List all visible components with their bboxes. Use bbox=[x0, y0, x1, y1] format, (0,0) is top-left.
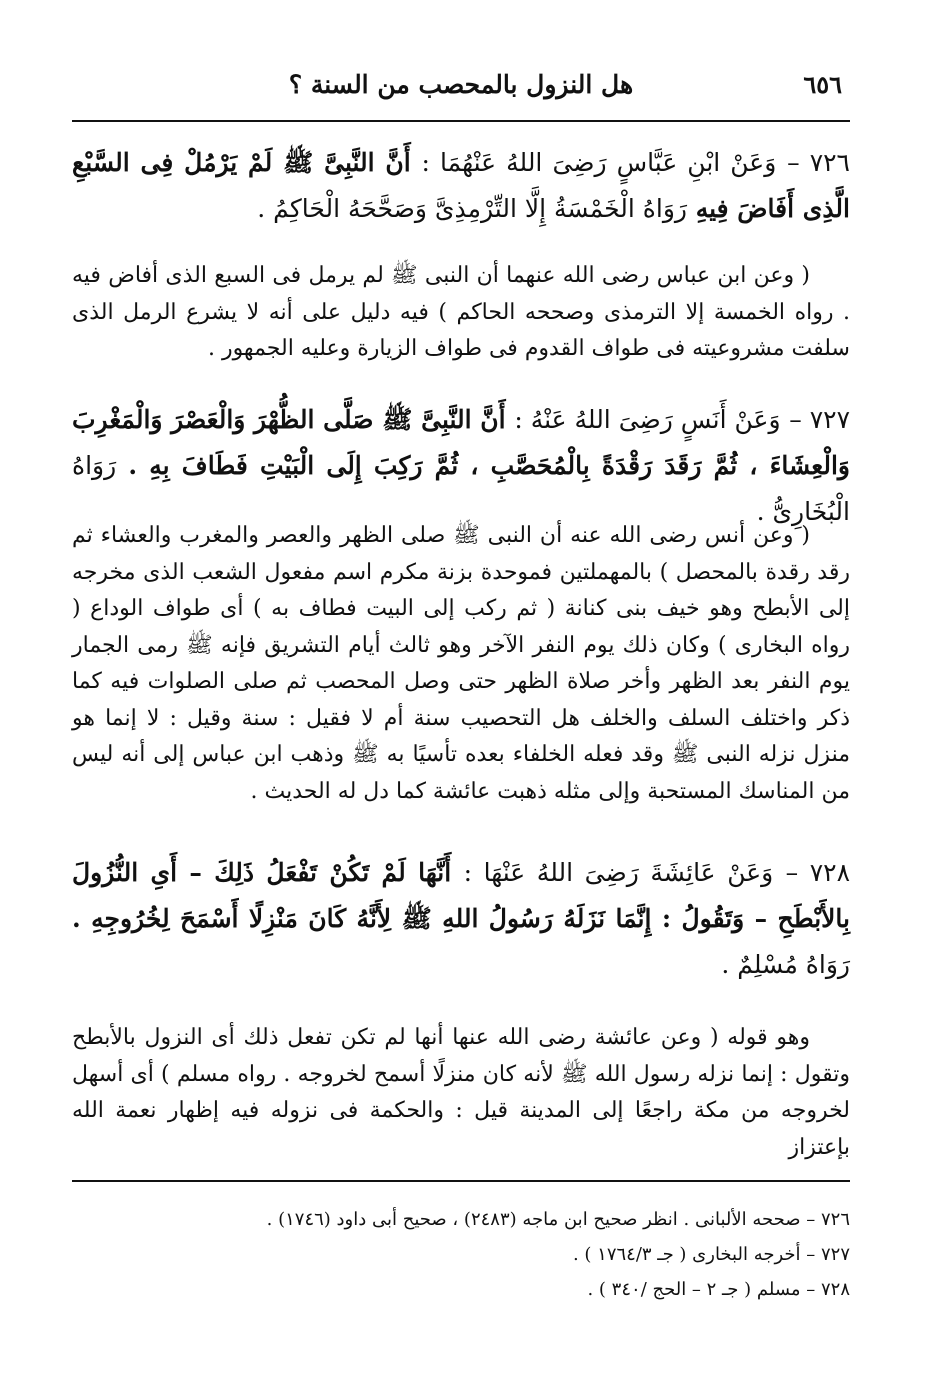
footnote-rule bbox=[72, 1180, 850, 1182]
footnote-728: ٧٢٨ – مسلم ( جـ ٢ – الحج /٣٤٠ ) . bbox=[587, 1279, 850, 1300]
hadith-text: أَنَّهَا لَمْ تَكُنْ تَفْعَلُ ذَلِكَ – أَىِ النُّزُولَ بِالأَبْطَحِ – وَتَقُولُ : إِنَّمَا نَزَلَهُ رَسُولُ اللهِ ﷺ لِأَنَّهُ كَانَ مَنْزِلًا أَسْمَحَ لِخُرُوجِهِ . bbox=[72, 858, 850, 933]
document-page bbox=[72, 50, 850, 1350]
hadith-number: ٧٢٦ – bbox=[787, 148, 850, 177]
hadith-728 bbox=[72, 850, 850, 988]
footnotes bbox=[72, 1202, 850, 1307]
hadith-text: أَنَّ النَّبِىَّ ﷺ صَلَّى الظُّهْرَ وَالْعَصْرَ وَالْمَغْرِبَ وَالْعِشَاءَ ، ثُمَّ رَقَدَ رَقْدَةً بِالْمُحَصَّبِ ، ثُمَّ رَكِبَ إِلَى الْبَيْتِ فَطَافَ بِهِ . bbox=[72, 405, 850, 480]
hadith-726 bbox=[72, 140, 850, 232]
commentary-727: ( وعن أنس رضى الله عنه أن النبى ﷺ صلى الظهر والعصر والمغرب والعشاء ثم رقد رقدة بالمحصل ) بالمهملتين فموحدة بزنة مكرم اسم مفعول الشعب الذى مخرجه إلى الأبطح وهو خيف بنى كنانة ( ثم ركب إلى البيت فطاف به ) أى طواف الوداع ( رواه البخارى ) وكان ذلك يوم النفر الآخر وهو ثالث أيام التشريق فإنه ﷺ رمى الجمار يوم النفر بعد الظهر وأخر صلاة الظهر حتى وصل المحصب ثم صلى الصلوات فيه كما ذكر واختلف السلف والخلف هل التحصيب سنة أم لا فقيل : سنة وقيل : لا إنما هو منزل نزله النبى ﷺ وقد فعله الخلفاء بعده تأسيًا به ﷺ وذهب ابن عباس إلى أنه ليس من المناسك المستحبة وإلى مثله ذهبت عائشة كما دل له الحديث . bbox=[72, 523, 850, 804]
hadith-narration: رَوَاهُ مُسْلِمٌ . bbox=[721, 950, 850, 979]
running-title: هل النزول بالمحصب من السنة ؟ bbox=[288, 70, 634, 99]
hadith-727 bbox=[72, 397, 850, 535]
hadith-narration: رَوَاهُ الْبُخَارِىُّ . bbox=[72, 451, 850, 526]
hadith-text: أَنَّ النَّبِىَّ ﷺ لَمْ يَرْمُلْ فِى السَّبْعِ الَّذِى أَفَاضَ فِيهِ bbox=[72, 148, 850, 223]
footnote-727: ٧٢٧ – أخرجه البخارى ( جـ ١٧٦٤/٣ ) . bbox=[572, 1244, 850, 1265]
hadith-intro: وَعَنْ ابْنِ عَبَّاسٍ رَضِىَ اللهُ عَنْهُمَا : bbox=[421, 148, 777, 177]
header-rule bbox=[72, 120, 850, 122]
hadith-intro: وَعَنْ عَائِشَةَ رَضِىَ اللهُ عَنْهَا : bbox=[463, 858, 774, 887]
hadith-narration: رَوَاهُ الْخَمْسَةُ إِلَّا التِّرْمِذِىَّ وَصَحَّحَهُ الْحَاكِمُ . bbox=[257, 194, 687, 223]
hadith-intro: وَعَنْ أَنَسٍ رَضِىَ اللهُ عَنْهُ : bbox=[514, 405, 781, 434]
footnote-726: ٧٢٦ – صححه الألبانى . انظر صحيح ابن ماجه (٢٤٨٣) ، صحيح أبى داود (١٧٤٦) . bbox=[266, 1209, 850, 1230]
hadith-number: ٧٢٧ – bbox=[789, 405, 851, 434]
commentary-728: وهو قوله ( وعن عائشة رضى الله عنها أنها لم تكن تفعل ذلك أى النزول بالأبطح وتقول : إنما نزله رسول الله ﷺ لأنه كان منزلًا أسمح لخروجه . رواه مسلم ) أى أسهل لخروجه من مكة راجعًا إلى المدينة قيل : والحكمة فى نزوله فيه إظهار نعمة الله بإعتزاز bbox=[72, 1025, 850, 1160]
commentary-726: ( وعن ابن عباس رضى الله عنهما أن النبى ﷺ لم يرمل فى السبع الذى أفاض فيه . رواه الخمسة إلا الترمذى وصححه الحاكم ) فيه دليل على أنه لا يشرع الرمل الذى سلفت مشروعيته فى طواف القدوم فى طواف الزيارة وعليه الجمهور . bbox=[72, 263, 850, 361]
page-header bbox=[72, 70, 850, 114]
page-number: ٦٥٦ bbox=[803, 70, 842, 99]
hadith-number: ٧٢٨ – bbox=[785, 858, 851, 887]
